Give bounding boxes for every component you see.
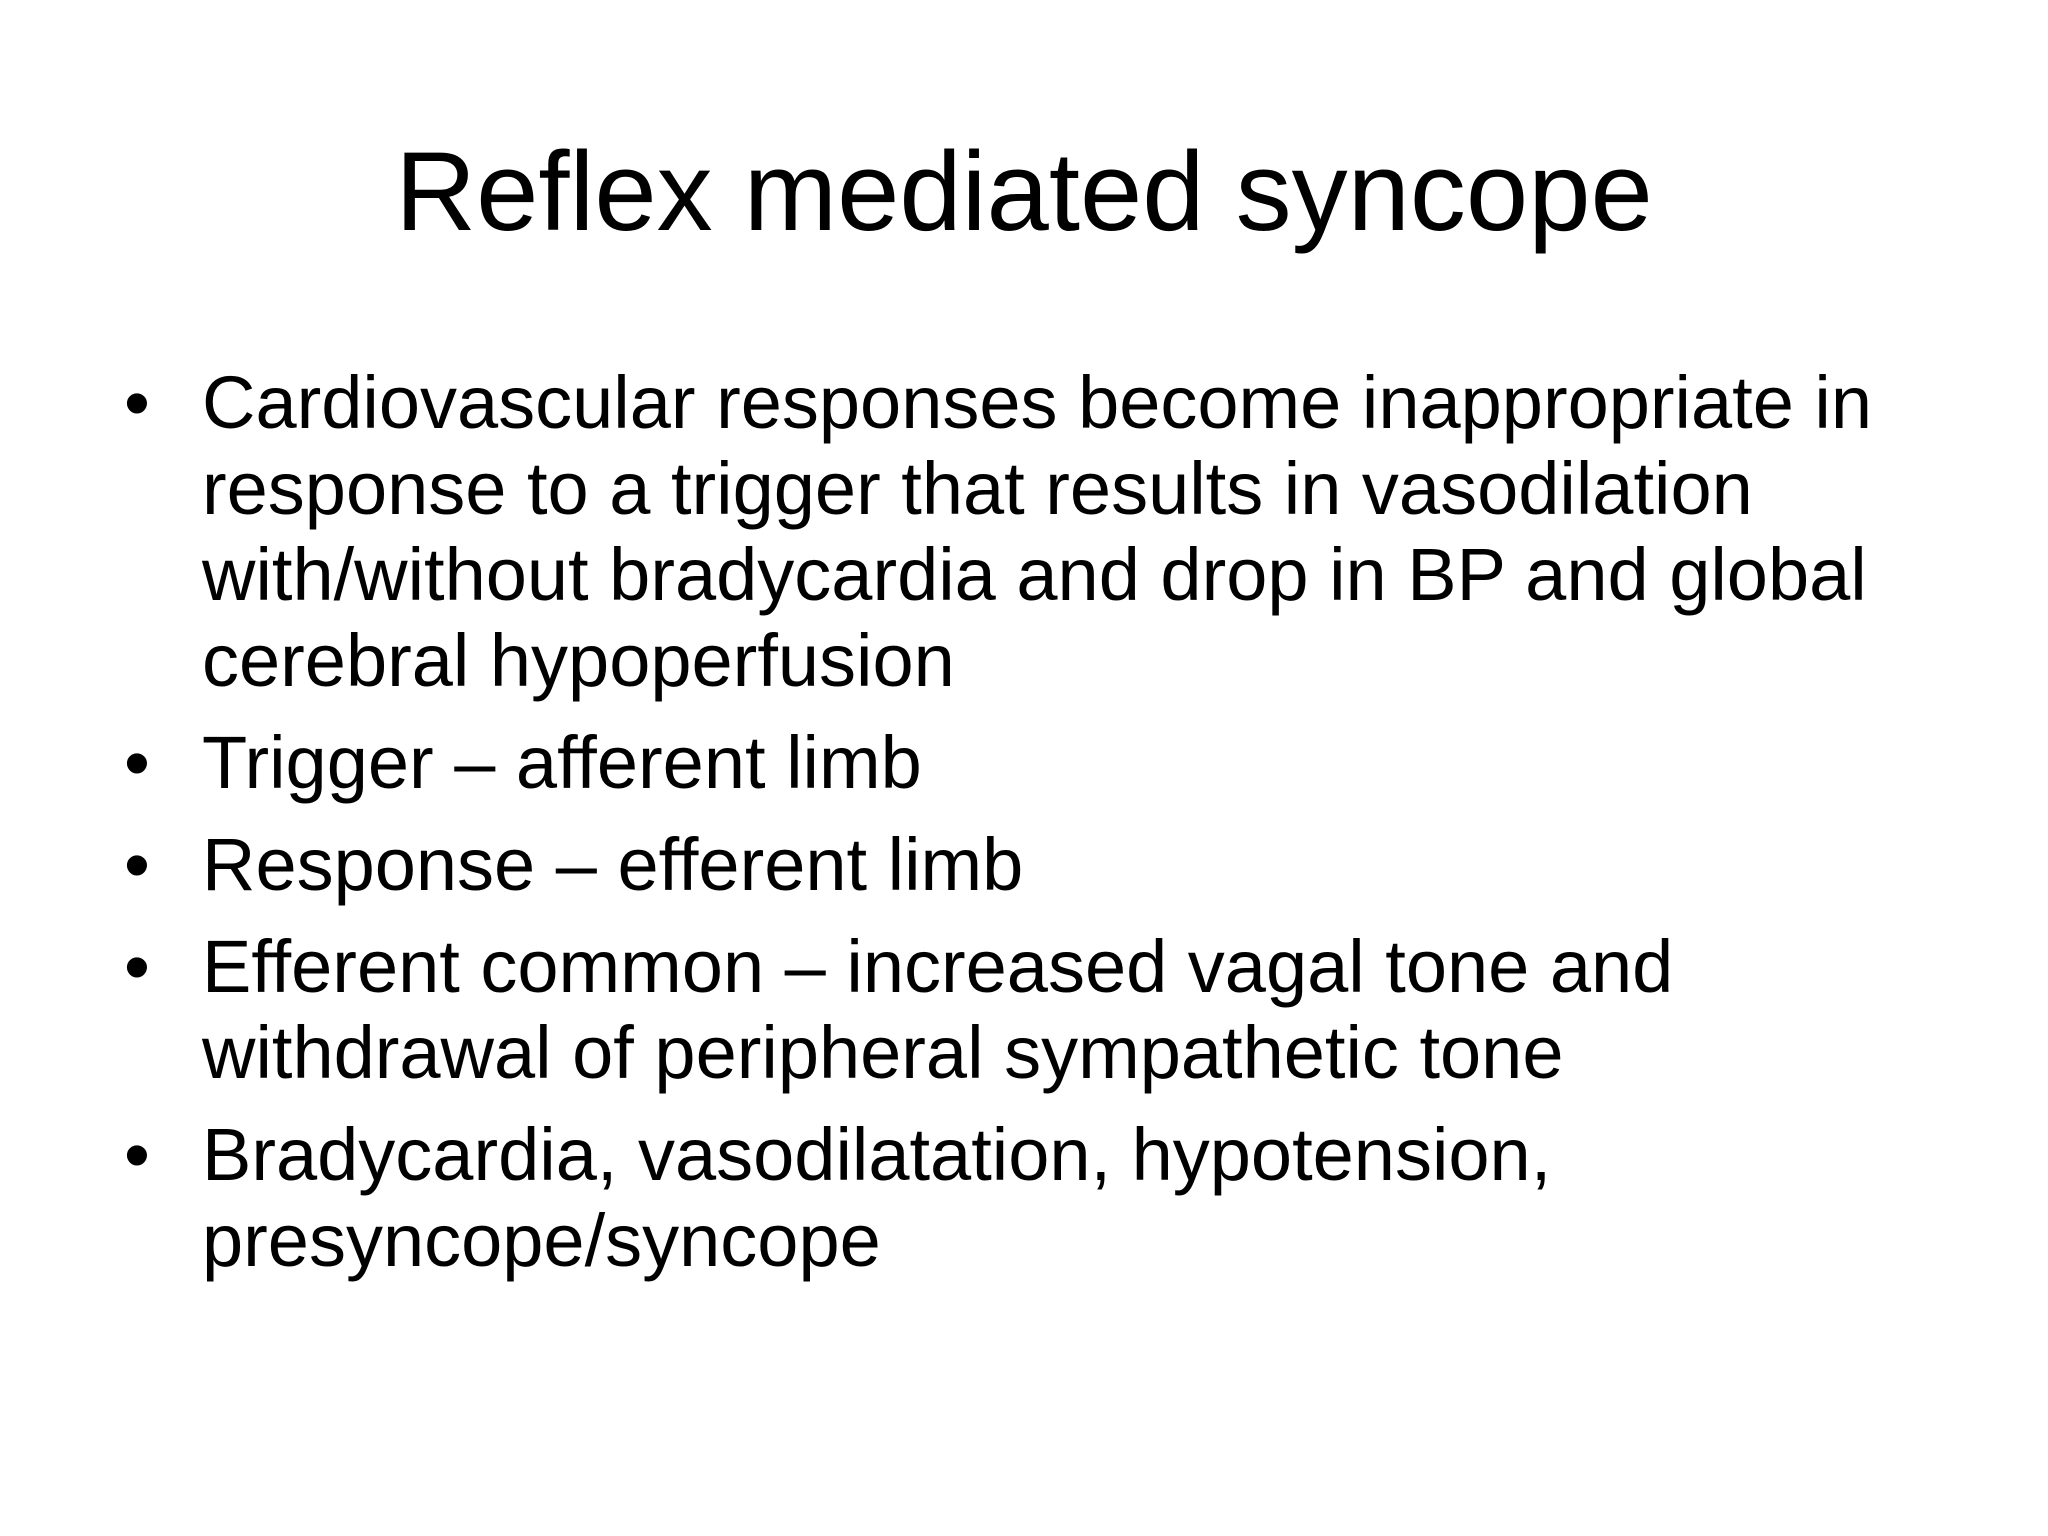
bullet-text-3: Response – efferent limb <box>202 823 1024 906</box>
bullet-item-2 <box>110 720 1930 806</box>
bullet-text-4: Efferent common – increased vagal tone and withdrawal of peripheral sympathetic tone <box>202 925 1674 1094</box>
slide-title: Reflex mediated syncope <box>395 129 1653 254</box>
bullet-item-5 <box>110 1112 1930 1284</box>
bullet-text-2: Trigger – afferent limb <box>202 721 922 804</box>
bullet-item-1 <box>110 360 1930 704</box>
bullet-icon: • <box>124 1113 150 1196</box>
bullet-icon: • <box>124 925 150 1008</box>
bullet-icon: • <box>124 721 150 804</box>
bullet-item-3 <box>110 822 1930 908</box>
bullet-text-1: Cardiovascular responses become inappropriate in response to a trigger that results in vasodilation with/without bradycardia and drop in BP and global cerebral hypoperfusion <box>202 361 1873 702</box>
bullet-list <box>110 360 1930 1300</box>
bullet-text-5: Bradycardia, vasodilatation, hypotension, presyncope/syncope <box>202 1113 1552 1282</box>
bullet-item-4 <box>110 924 1930 1096</box>
bullet-icon: • <box>124 361 150 444</box>
bullet-icon: • <box>124 823 150 906</box>
